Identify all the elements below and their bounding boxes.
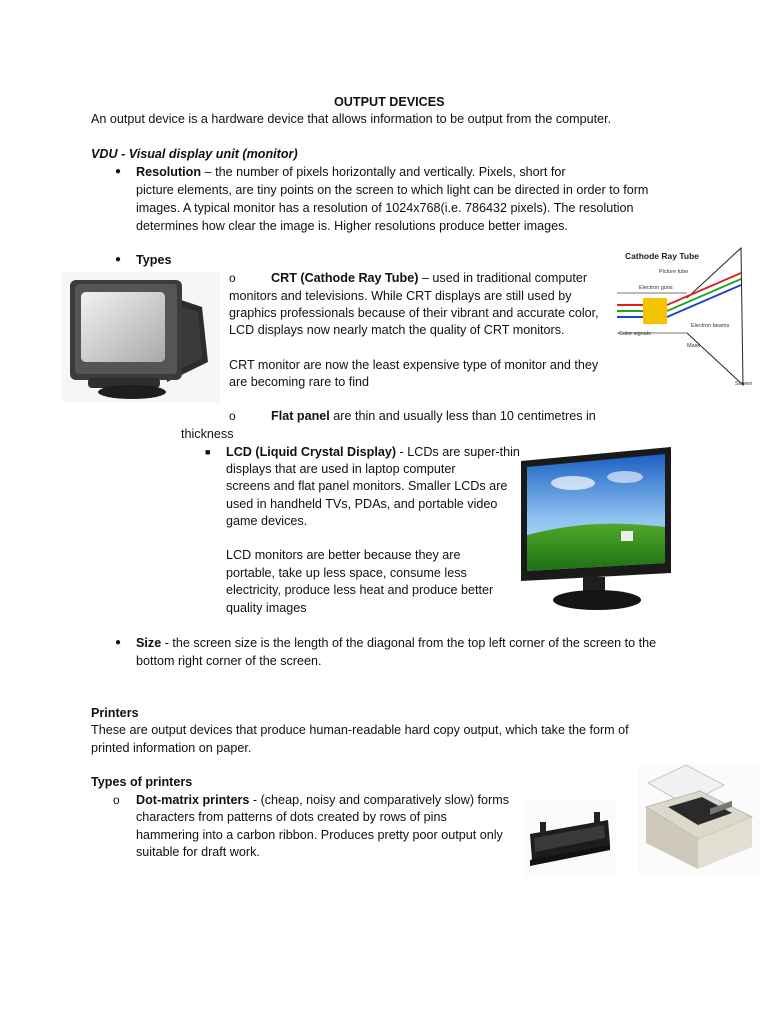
dot-matrix-printer-image	[638, 763, 760, 877]
diagram-label: Screen	[735, 381, 753, 387]
lcd-line-5: game devices.	[226, 514, 308, 528]
lcd-note-line-2: portable, take up less space, consume less	[226, 566, 467, 580]
vdu-heading: VDU - Visual display unit (monitor)	[91, 147, 298, 161]
diagram-title: Cathode Ray Tube	[625, 251, 699, 261]
diagram-label: Electron beams	[691, 323, 730, 329]
printers-heading: Printers	[91, 706, 139, 720]
circle-bullet-icon: o	[229, 409, 236, 423]
crt-line-2: monitors and televisions. While CRT displays are still used by	[229, 289, 572, 303]
lcd-monitor-image	[513, 443, 679, 615]
crt-note-line-1: CRT monitor are now the least expensive type of monitor and they	[229, 358, 599, 372]
intro-text: An output device is a hardware device that allows information to be output from the computer.	[91, 112, 612, 126]
resolution-line-3: images. A typical monitor has a resolution of 1024x768(i.e. 786432 pixels). The resolution	[136, 201, 634, 215]
printers-line-2: printed information on paper.	[91, 741, 252, 755]
lcd-note-line-1: LCD monitors are better because they are	[226, 548, 461, 562]
bullet-icon: ●	[115, 166, 122, 177]
flat-panel-line-1: Flat panel are thin and usually less than 10 centimetres in	[271, 409, 596, 423]
types-label: Types	[136, 253, 172, 267]
lcd-line-1: LCD (Liquid Crystal Display) - LCDs are super-thin	[226, 445, 520, 459]
printer-ribbon-image	[524, 800, 616, 876]
size-line-1: Size - the screen size is the length of the diagonal from the top left corner of the screen to the	[136, 636, 657, 650]
dot-matrix-line-4: suitable for draft work.	[136, 845, 260, 859]
resolution-line-1: Resolution – the number of pixels horizontally and vertically. Pixels, short for	[136, 165, 566, 179]
crt-line-1: CRT (Cathode Ray Tube) – used in traditional computer	[271, 271, 588, 285]
lcd-line-2: displays that are used in laptop computer	[226, 462, 456, 476]
crt-note-line-2: are becoming rare to find	[229, 375, 370, 389]
dot-matrix-line-2: characters from patterns of dots created by rows of pins	[136, 810, 447, 824]
circle-bullet-icon: o	[113, 793, 120, 807]
lcd-note-line-4: quality images	[226, 601, 307, 615]
dot-matrix-line-3: hammering into a carbon ribbon. Produces pretty poor output only	[136, 828, 503, 842]
crt-line-4: LCD displays now nearly match the quality of CRT monitors.	[229, 323, 565, 337]
resolution-line-4: determines how clear the image is. Higher resolutions produce better images.	[136, 219, 568, 233]
square-bullet-icon: ■	[205, 447, 211, 457]
crt-line-3: graphics professionals because of their vibrant and accurate color,	[229, 306, 599, 320]
diagram-label: Picture tube	[659, 269, 689, 275]
flat-panel-line-2: thickness	[181, 427, 234, 441]
types-of-printers-heading: Types of printers	[91, 775, 193, 789]
lcd-line-4: used in handheld TVs, PDAs, and portable video	[226, 497, 498, 511]
diagram-label: Mask	[687, 343, 701, 349]
diagram-label: Electron guns	[639, 285, 673, 291]
printers-line-1: These are output devices that produce human-readable hard copy output, which take the form of	[91, 723, 629, 737]
dot-matrix-line-1: Dot-matrix printers - (cheap, noisy and comparatively slow) forms	[136, 793, 510, 807]
bullet-icon: ●	[115, 637, 122, 648]
diagram-label: Color signals	[619, 331, 651, 337]
resolution-line-2: picture elements, are tiny points on the screen to which light can be directed in order to form	[136, 183, 649, 197]
page-title: OUTPUT DEVICES	[334, 95, 445, 109]
crt-diagram	[617, 243, 760, 391]
lcd-line-3: screens and flat panel monitors. Smaller LCDs are	[226, 479, 508, 493]
circle-bullet-icon: o	[229, 271, 236, 285]
bullet-icon: ●	[115, 254, 122, 265]
size-line-2: bottom right corner of the screen.	[136, 654, 322, 668]
lcd-note-line-3: electricity, produce less heat and produce better	[226, 583, 494, 597]
crt-monitor-image	[62, 272, 220, 402]
